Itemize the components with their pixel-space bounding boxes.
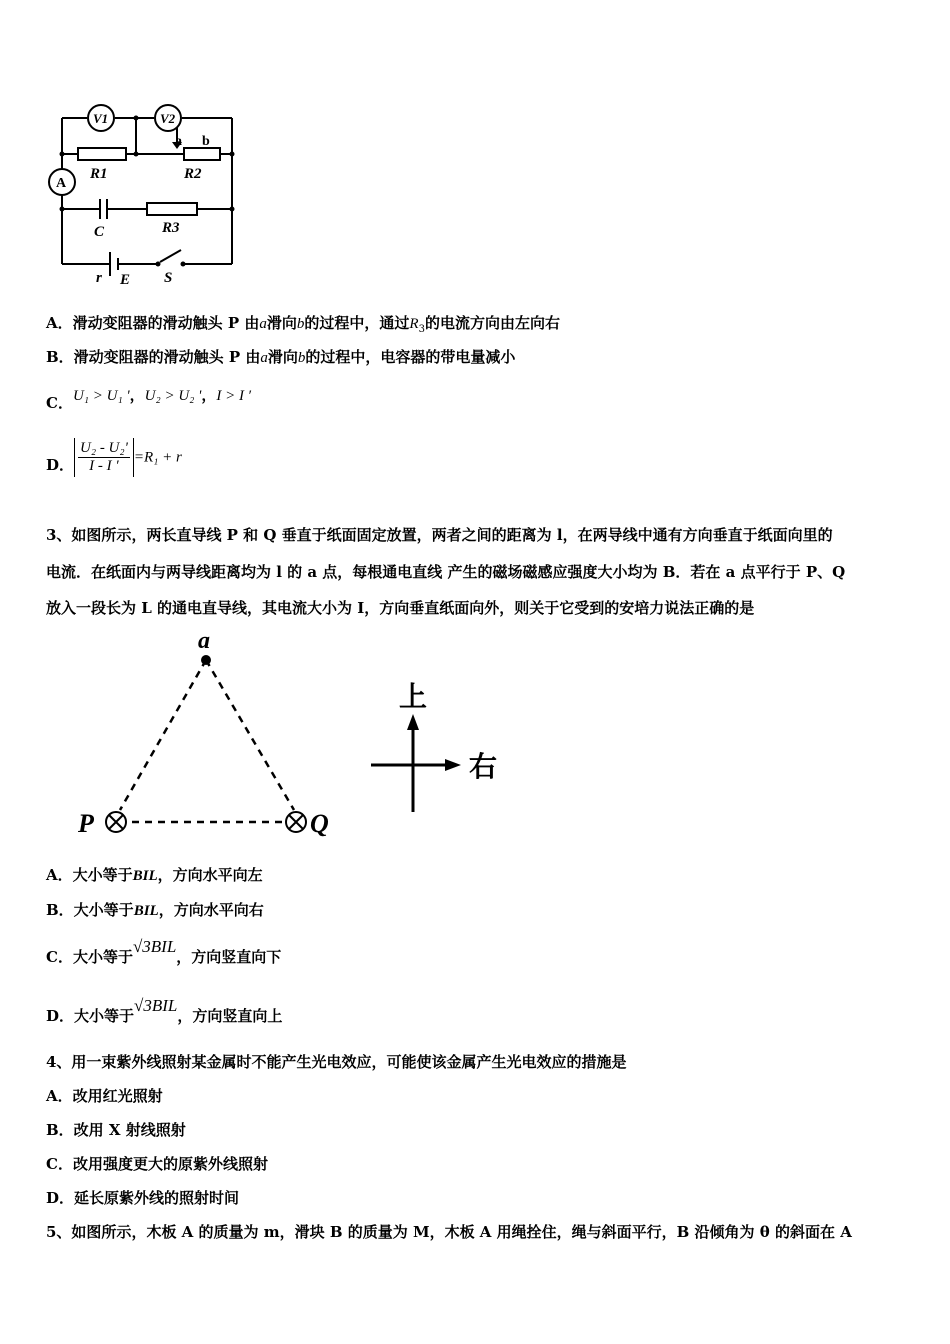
label-e: E	[120, 272, 131, 288]
svg-text:A: A	[56, 176, 67, 191]
q3-option-b: B．大小等于BIL，方向水平向右	[46, 901, 264, 919]
direction-indicator	[365, 670, 515, 820]
point-a	[201, 655, 211, 665]
svg-text:V2: V2	[160, 111, 176, 126]
arrow-up-icon	[407, 714, 419, 730]
svg-text:上: 上	[399, 682, 428, 713]
q2-option-d: D． $\frac{\text{U₂ - U₂'}}{I - I '}$ =R₁ + r	[46, 438, 182, 477]
voltmeter-v1	[88, 105, 114, 131]
voltmeter-v2	[155, 105, 181, 131]
q3-option-a: A．大小等于BIL，方向水平向左	[46, 866, 263, 884]
label-s: S	[164, 270, 173, 286]
q3-option-d: D．大小等于√3BIL，方向竖直向上	[46, 996, 283, 1025]
triangle-figure	[70, 626, 370, 846]
q3-stem-line1: 3、如图所示，两长直导线 P 和 Q 垂直于纸面固定放置，两者之间的距离为 l，在两导线中通有方向垂直于纸面向里的	[46, 526, 833, 544]
q4-option-b: B．改用 X 射线照射	[46, 1121, 186, 1139]
q4-option-c: C．改用强度更大的原紫外线照射	[46, 1155, 268, 1173]
q3-stem-line3: 放入一段长为 L 的通电直导线，其电流大小为 I，方向垂直纸面向外，则关于它受到的安培力说法正确的是	[46, 599, 755, 617]
svg-text:右: 右	[469, 752, 498, 783]
q4-stem: 4、用一束紫外线照射某金属时不能产生光电效应，可能使该金属产生光电效应的措施是	[46, 1053, 627, 1071]
q2-option-c: C．U₁ > U₁ '，U₂ > U₂ '，I > I ′	[46, 386, 252, 412]
label-r2: R2	[184, 166, 202, 182]
q4-option-a: A．改用红光照射	[46, 1087, 163, 1105]
circuit-diagram	[44, 98, 244, 288]
svg-text:r: r	[96, 270, 102, 286]
wire-q	[286, 812, 306, 832]
svg-text:Q: Q	[310, 809, 329, 838]
q3-stem-line2: 电流．在纸面内与两导线距离均为 l 的 a 点，每根通电直线 产生的磁场磁感应强度大小均为 B．若在 a 点平行于 P、Q	[46, 563, 846, 581]
svg-text:a: a	[175, 134, 182, 149]
label-c: C	[94, 224, 105, 240]
ammeter-a	[49, 169, 75, 195]
svg-text:a: a	[198, 628, 210, 654]
label-r3: R3	[162, 220, 180, 236]
arrow-right-icon	[445, 759, 461, 771]
svg-text:V1: V1	[93, 111, 109, 126]
label-r1: R1	[90, 166, 108, 182]
wire-p	[106, 812, 126, 832]
q2-option-b: B．滑动变阻器的滑动触头 P 由a滑向b的过程中，电容器的带电量减小	[46, 348, 516, 366]
q2-option-a: A．滑动变阻器的滑动触头 P 由a滑向b的过程中，通过$R_3$的电流方向由左向右	[46, 314, 560, 335]
svg-text:b: b	[202, 134, 210, 149]
q5-stem: 5、如图所示，木板 A 的质量为 m，滑块 B 的质量为 M，木板 A 用绳拴住，绳与斜面平行，B 沿倾角为 θ 的斜面在 A	[46, 1223, 852, 1241]
svg-text:P: P	[78, 809, 94, 838]
q3-option-c: C．大小等于√3BIL，方向竖直向下	[46, 937, 282, 966]
q4-option-d: D．延长原紫外线的照射时间	[46, 1189, 240, 1207]
